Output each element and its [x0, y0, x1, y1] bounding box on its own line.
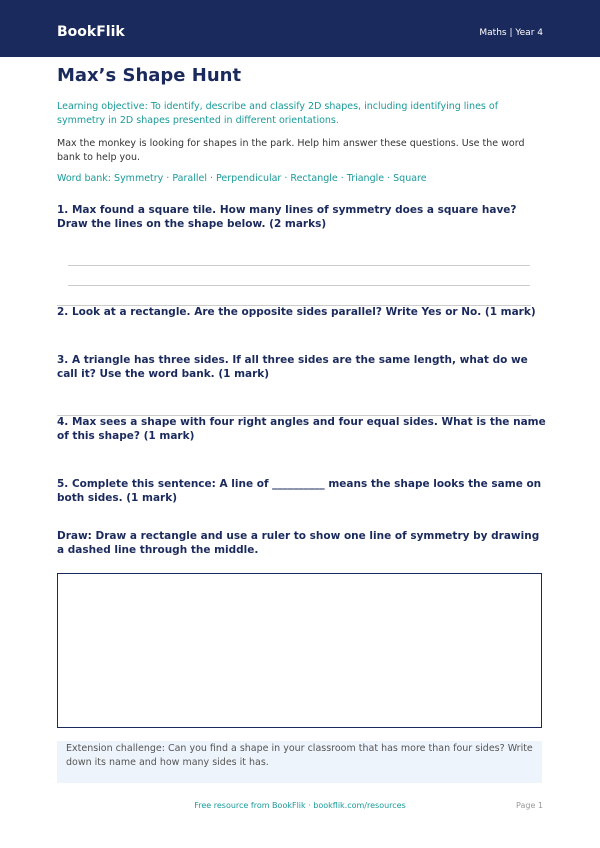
subject-year-label: Maths | Year 4: [479, 28, 543, 38]
question-1: 1. Max found a square tile. How many lines of symmetry does a square have? Draw the lines on the shape below. (2 marks): [57, 204, 517, 230]
learning-objective: Learning objective: To identify, describe and classify 2D shapes, including identifying lines of symmetry in 2D shapes presented in different orientations.: [57, 101, 499, 126]
question-3: 3. A triangle has three sides. If all three sides are the same length, what do we call it? Use the word bank. (1 mark): [57, 354, 528, 380]
page-number: Page 1: [516, 801, 543, 810]
question-2: 2. Look at a rectangle. Are the opposite sides parallel? Write Yes or No. (1 mark): [57, 306, 536, 318]
worksheet-title: Max’s Shape Hunt: [57, 65, 242, 86]
brand-logo: BookFlik: [57, 24, 125, 40]
answer-line[interactable]: [68, 265, 530, 266]
answer-line[interactable]: [68, 285, 530, 286]
drawing-box[interactable]: [57, 573, 542, 728]
question-5: 5. Complete this sentence: A line of __________ means the shape looks the same on both sides. (1 mark): [57, 478, 542, 504]
question-4: 4. Max sees a shape with four right angles and four equal sides. What is the name of this shape? (1 mark): [57, 416, 546, 442]
intro-text: Max the monkey is looking for shapes in the park. Help him answer these questions. Use the word bank to help you.: [57, 138, 525, 163]
header-bar: [0, 0, 600, 57]
extension-text: Extension challenge: Can you find a shape in your classroom that has more than four sides? Write down its name and how many sides it has.: [66, 743, 533, 768]
draw-task: Draw: Draw a rectangle and use a ruler to show one line of symmetry by drawing a dashed line through the middle.: [57, 530, 540, 556]
footer-text: Free resource from BookFlik · bookflik.com/resources: [194, 801, 406, 810]
extension-challenge: [57, 741, 542, 783]
word-bank: Word bank: Symmetry · Parallel · Perpendicular · Rectangle · Triangle · Square: [57, 173, 427, 184]
